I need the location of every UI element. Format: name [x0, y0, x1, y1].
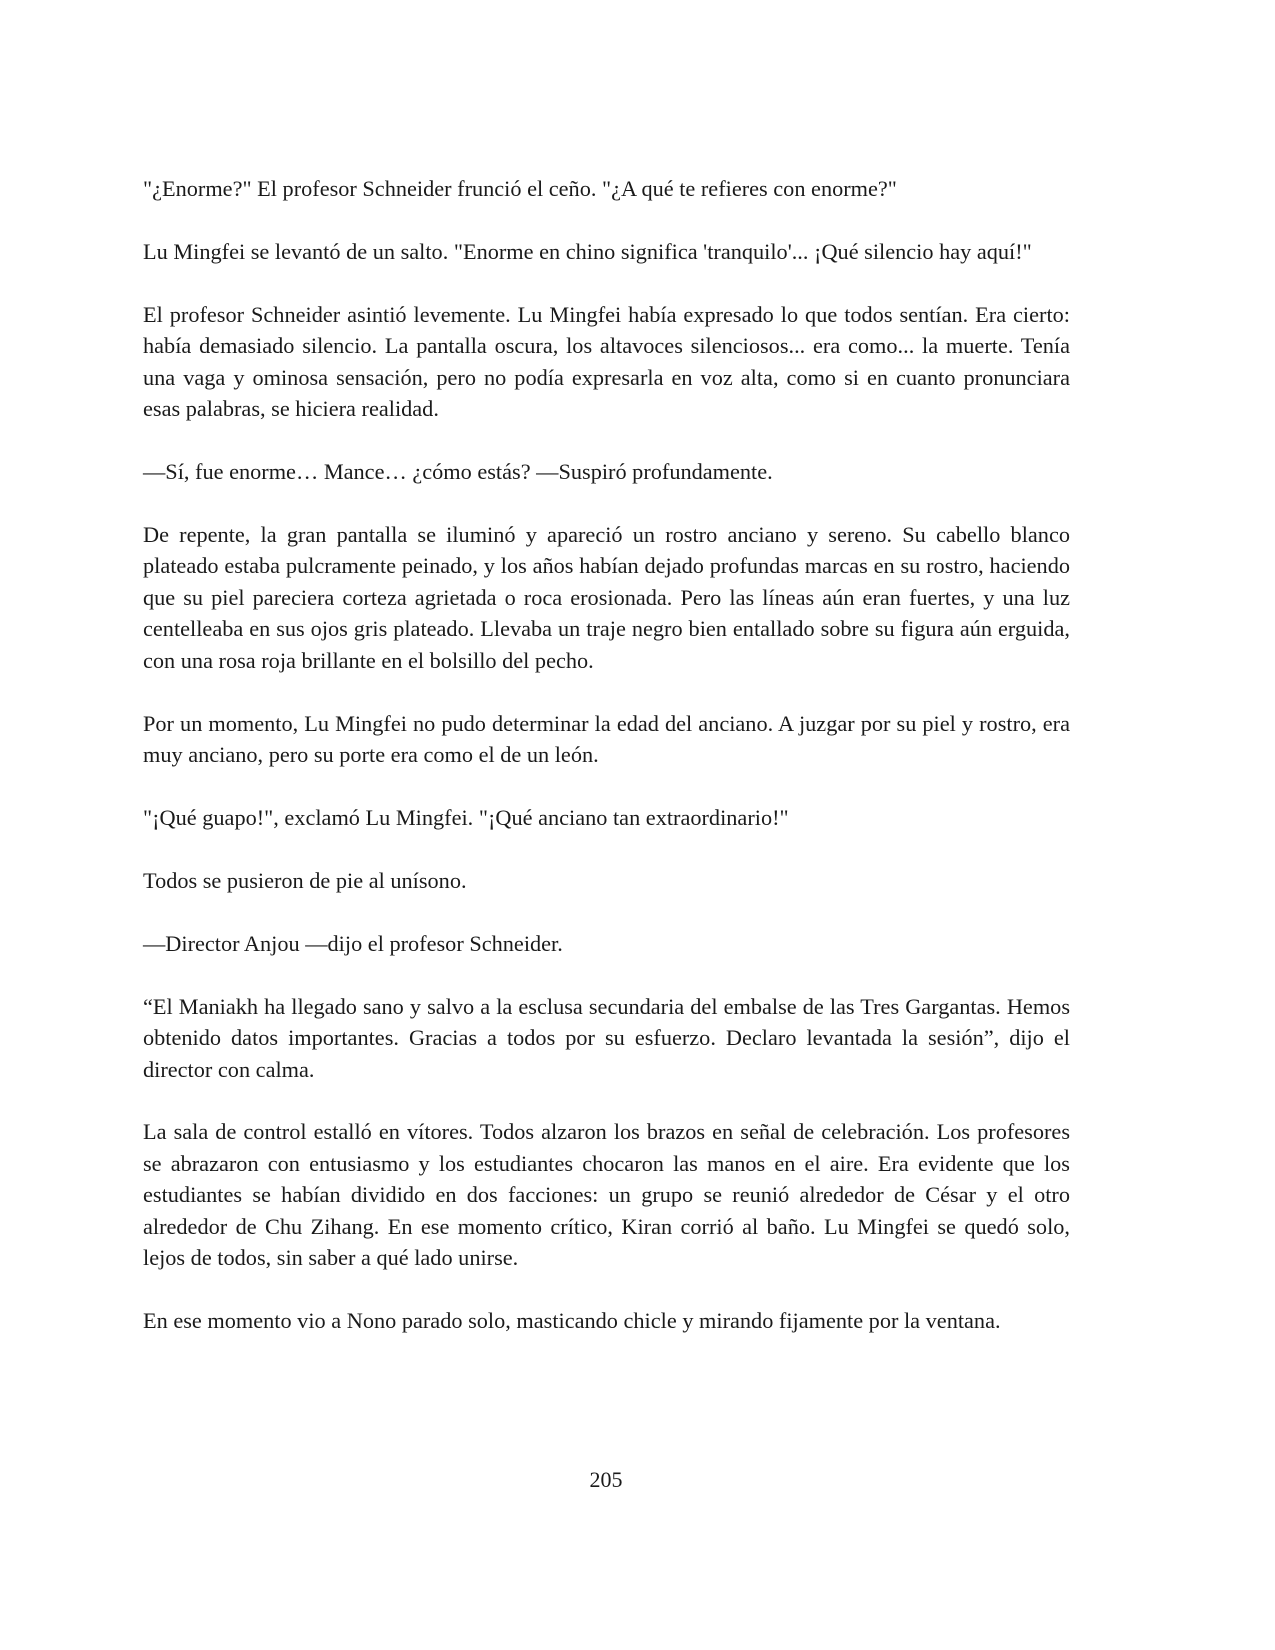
paragraph: Por un momento, Lu Mingfei no pudo determinar la edad del anciano. A juzgar por su piel y rostro, era muy anciano, pero su porte era como el de un león.: [143, 710, 1070, 768]
page-number: 205: [589, 1467, 623, 1492]
paragraph: "¿Enorme?" El profesor Schneider frunció el ceño. "¿A qué te refieres con enorme?": [143, 176, 897, 201]
paragraph: El profesor Schneider asintió levemente. Lu Mingfei había expresado lo que todos sentían. Era cierto: había demasiado silencio. La pantalla oscura, los altavoces silenciosos... era como... la muerte. Tenía una vaga y ominosa sensación, pero no podía expresarla en voz alta, como si en cuanto pronunciara esas palabras, se hiciera realidad.: [143, 301, 1070, 422]
paragraph: —Director Anjou —dijo el profesor Schneider.: [143, 930, 563, 956]
paragraph: De repente, la gran pantalla se iluminó y apareció un rostro anciano y sereno. Su cabello blanco plateado estaba pulcramente peinado, y los años habían dejado profundas marcas en su rostro, haciendo que su piel pareciera corteza agrietada o roca erosionada. Pero las líneas aún eran fuertes, y una luz centelleaba en sus ojos gris plateado. Llevaba un traje negro bien entallado sobre su figura aún erguida, con una rosa roja brillante en el bolsillo del pecho.: [143, 521, 1070, 673]
body-text: [143, 173, 1070, 1368]
paragraph: Lu Mingfei se levantó de un salto. "Enorme en chino significa 'tranquilo'... ¡Qué silencio hay aquí!": [143, 238, 1032, 264]
paragraph: En ese momento vio a Nono parado solo, masticando chicle y mirando fijamente por la ventana.: [143, 1308, 1001, 1334]
paragraph: La sala de control estalló en vítores. Todos alzaron los brazos en señal de celebración. Los profesores se abrazaron con entusiasmo y los estudiantes chocaron las manos en el aire. Era evidente que los estudiantes se habían dividido en dos facciones: un grupo se reunió alrededor de César y el otro alrededor de Chu Zihang. En ese momento crítico, Kiran corrió al baño. Lu Mingfei se quedó solo, lejos de todos, sin saber a qué lado unirse.: [143, 1119, 1070, 1271]
paragraph: Todos se pusieron de pie al unísono.: [143, 867, 467, 893]
paragraph: "¡Qué guapo!", exclamó Lu Mingfei. "¡Qué anciano tan extraordinario!": [143, 804, 789, 830]
paragraph: “El Maniakh ha llegado sano y salvo a la esclusa secundaria del embalse de las Tres Gargantas. Hemos obtenido datos importantes. Gracias a todos por su esfuerzo. Declaro levantada la sesión”, dijo el director con calma.: [143, 993, 1070, 1082]
paragraph: —Sí, fue enorme… Mance… ¿cómo estás? —Suspiró profundamente.: [143, 459, 773, 485]
